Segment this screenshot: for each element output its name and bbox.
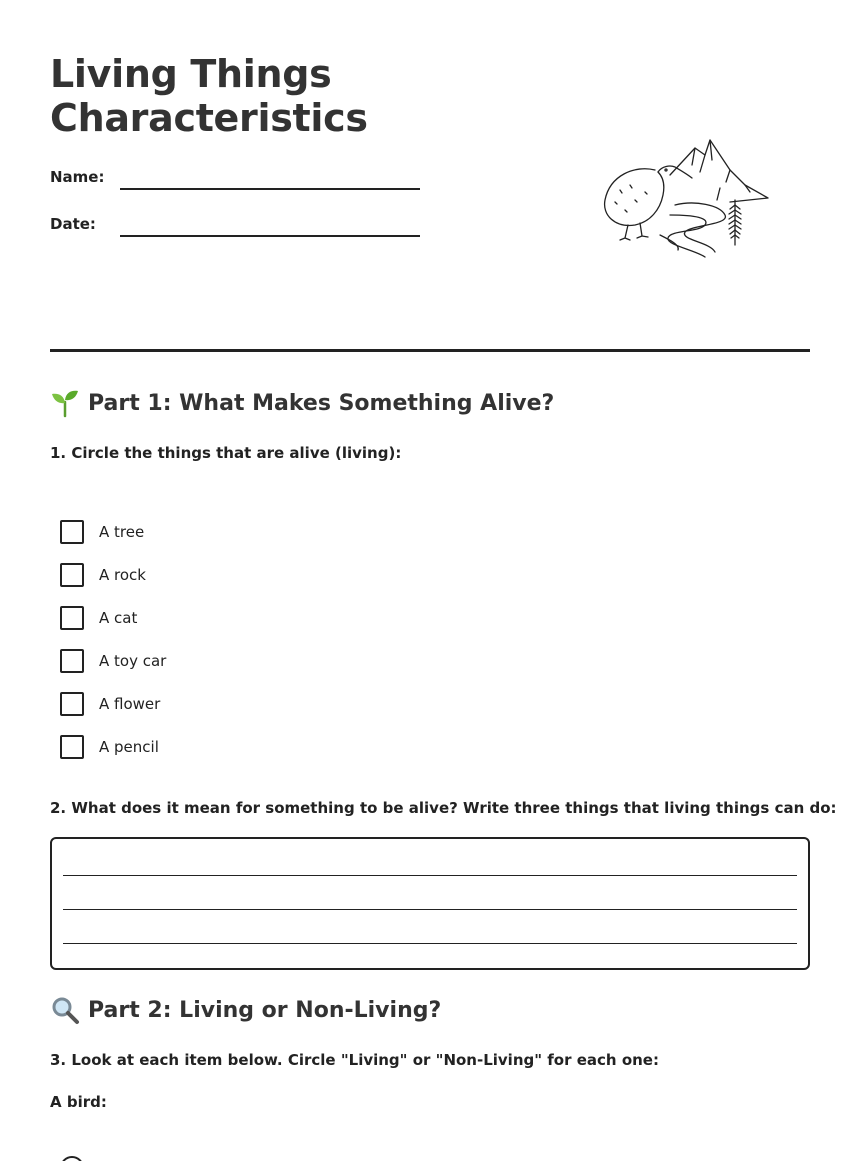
name-label: Name: bbox=[50, 168, 105, 186]
worksheet-header bbox=[50, 52, 810, 282]
date-field bbox=[50, 211, 420, 233]
item-bird-label: A bird: bbox=[50, 1093, 107, 1111]
date-label: Date: bbox=[50, 215, 96, 233]
worksheet-title: Living Things Characteristics bbox=[50, 52, 368, 140]
kiwi-mountain-illustration bbox=[600, 130, 780, 265]
option-label: A flower bbox=[99, 694, 161, 713]
answer-box[interactable] bbox=[50, 837, 810, 970]
date-input-line[interactable] bbox=[120, 215, 420, 237]
checkbox[interactable] bbox=[60, 649, 84, 673]
magnifying-glass-icon bbox=[50, 995, 80, 1025]
part2-title bbox=[50, 995, 441, 1025]
checkbox[interactable] bbox=[60, 735, 84, 759]
option-rock[interactable] bbox=[60, 553, 166, 596]
option-pencil[interactable] bbox=[60, 725, 166, 768]
part1-title-text: Part 1: What Makes Something Alive? bbox=[88, 390, 555, 416]
option-label: A cat bbox=[99, 608, 138, 627]
option-tree[interactable] bbox=[60, 510, 166, 553]
option-cat[interactable] bbox=[60, 596, 166, 639]
answer-line[interactable] bbox=[63, 909, 797, 910]
answer-line[interactable] bbox=[63, 875, 797, 876]
checkbox[interactable] bbox=[60, 563, 84, 587]
part2-title-text: Part 2: Living or Non-Living? bbox=[88, 997, 442, 1023]
option-list bbox=[60, 510, 166, 768]
checkbox[interactable] bbox=[60, 520, 84, 544]
question-3: 3. Look at each item below. Circle "Living" or "Non-Living" for each one: bbox=[50, 1051, 659, 1069]
option-label: A toy car bbox=[99, 651, 167, 670]
name-field bbox=[50, 164, 420, 186]
answer-line[interactable] bbox=[63, 943, 797, 944]
checkbox[interactable] bbox=[60, 606, 84, 630]
checkbox[interactable] bbox=[60, 692, 84, 716]
question-2: 2. What does it mean for something to be alive? Write three things that living things can do: bbox=[50, 799, 837, 817]
option-label: A pencil bbox=[99, 737, 159, 756]
question-1: 1. Circle the things that are alive (living): bbox=[50, 444, 402, 462]
name-input-line[interactable] bbox=[120, 168, 420, 190]
option-label: A tree bbox=[99, 522, 145, 541]
radio-circle[interactable] bbox=[60, 1156, 84, 1161]
part1-title bbox=[50, 388, 554, 418]
option-toy-car[interactable] bbox=[60, 639, 166, 682]
seedling-icon bbox=[50, 388, 80, 418]
option-flower[interactable] bbox=[60, 682, 166, 725]
option-label: A rock bbox=[99, 565, 146, 584]
section-divider bbox=[50, 349, 810, 352]
